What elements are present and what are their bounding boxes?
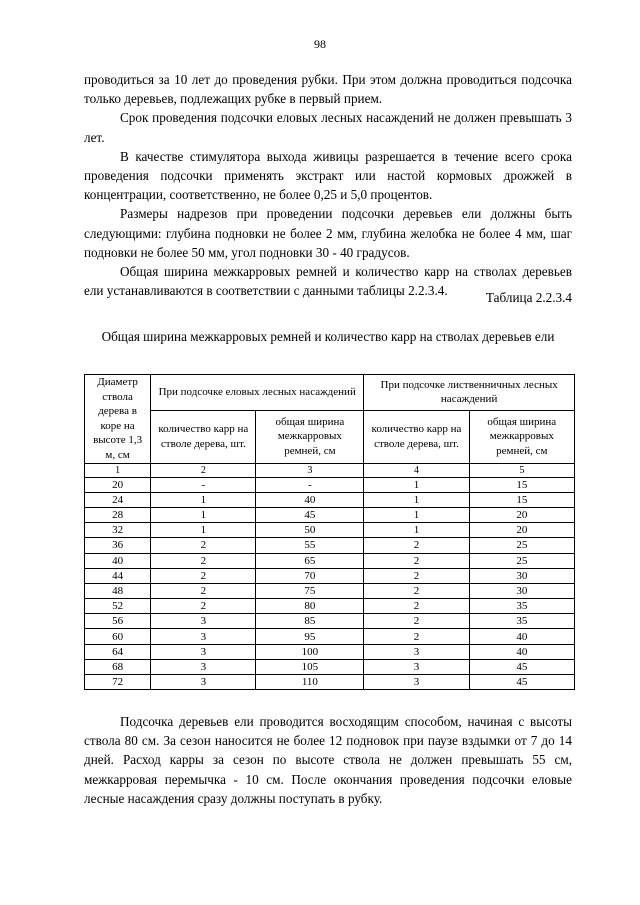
table-row <box>85 644 575 659</box>
table-cell: 100 <box>256 644 364 659</box>
table-cell: 20 <box>85 477 151 492</box>
table-title: Общая ширина межкарровых ремней и количество карр на стволах деревьев ели <box>101 329 555 344</box>
table-cell: 56 <box>85 614 151 629</box>
table-cell: 45 <box>469 675 574 690</box>
paragraph: Общая ширина межкарровых ремней и количество карр на стволах деревьев ели устанавливаются в соответствии с данными таблицы 2.2.3.4. <box>84 264 572 299</box>
table-cell: 72 <box>85 675 151 690</box>
table-cell: 48 <box>85 583 151 598</box>
paragraph: Подсочка деревьев ели проводится восходящим способом, начиная с высоты ствола 80 см. За сезон наносится не более 12 подновок при паузе вздымки от 7 до 14 дней. Расход карры за сезон по высоте ствола не должен превышать 55 см, межкарровая перемычка - 10 см. После окончания проведения подсочки еловые лесные насаждения сразу должны поступать в рубку. <box>84 714 572 806</box>
table-cell: - <box>151 477 256 492</box>
table-cell: 45 <box>469 659 574 674</box>
table-cell: 28 <box>85 507 151 522</box>
table-row <box>85 599 575 614</box>
body-text-bottom <box>84 712 572 808</box>
table-row <box>85 583 575 598</box>
paragraph: Срок проведения подсочки еловых лесных насаждений не должен превышать 3 лет. <box>84 110 572 145</box>
table-cell: 2 <box>364 583 469 598</box>
table-cell: 25 <box>469 538 574 553</box>
table-cell: 1 <box>364 492 469 507</box>
table-cell: 3 <box>151 614 256 629</box>
table-cell: 85 <box>256 614 364 629</box>
table-cell: 15 <box>469 492 574 507</box>
header-larch-count: количество карр на стволе дерева, шт. <box>364 410 469 463</box>
table-cell: 1 <box>364 523 469 538</box>
table-cell: 30 <box>469 568 574 583</box>
table-cell: 3 <box>151 644 256 659</box>
paragraph: проводиться за 10 лет до проведения рубки. При этом должна проводиться подсочка только деревьев, подлежащих рубке в первый прием. <box>84 72 572 107</box>
table-cell: 40 <box>469 644 574 659</box>
table-cell: 2 <box>364 629 469 644</box>
table-cell: 40 <box>469 629 574 644</box>
table-cell: 20 <box>469 523 574 538</box>
table-cell: 50 <box>256 523 364 538</box>
table-cell: 3 <box>364 675 469 690</box>
body-text-top <box>84 70 572 300</box>
table-cell: 40 <box>85 553 151 568</box>
table-cell: 35 <box>469 614 574 629</box>
table-cell: 80 <box>256 599 364 614</box>
table-cell: 3 <box>151 629 256 644</box>
column-number: 4 <box>364 463 469 477</box>
table-cell: 25 <box>469 553 574 568</box>
table-cell: 55 <box>256 538 364 553</box>
table-cell: 35 <box>469 599 574 614</box>
table-row <box>85 675 575 690</box>
header-group-spruce: При подсочке еловых лесных насаждений <box>151 375 364 411</box>
table-cell: 52 <box>85 599 151 614</box>
table-cell: 64 <box>85 644 151 659</box>
table-row <box>85 629 575 644</box>
table-cell: 105 <box>256 659 364 674</box>
table-cell: 1 <box>364 477 469 492</box>
table-cell: 2 <box>151 538 256 553</box>
header-spruce-count: количество карр на стволе дерева, шт. <box>151 410 256 463</box>
table-cell: 68 <box>85 659 151 674</box>
table-cell: 24 <box>85 492 151 507</box>
table-cell: 2 <box>364 599 469 614</box>
page-number: 98 <box>314 37 326 51</box>
data-table <box>84 374 575 690</box>
table-cell: 3 <box>364 644 469 659</box>
table-cell: 65 <box>256 553 364 568</box>
table-row <box>85 477 575 492</box>
table-row <box>85 553 575 568</box>
header-spruce-width: общая ширина межкарровых ремней, см <box>256 410 364 463</box>
header-larch-width: общая ширина межкарровых ремней, см <box>469 410 574 463</box>
table-cell: 2 <box>364 568 469 583</box>
paragraph: В качестве стимулятора выхода живицы разрешается в течение всего срока проведения подсочки применять экстракт или настой кормовых дрожжей в концентрации, соответственно, не более 0,25 и 5,0 процентов. <box>84 148 572 203</box>
table-cell: 2 <box>364 553 469 568</box>
column-number: 3 <box>256 463 364 477</box>
table-cell: 2 <box>364 538 469 553</box>
table-cell: 95 <box>256 629 364 644</box>
table-cell: 36 <box>85 538 151 553</box>
table-row <box>85 568 575 583</box>
table-cell: 15 <box>469 477 574 492</box>
table-cell: 3 <box>364 659 469 674</box>
table-cell: 75 <box>256 583 364 598</box>
table-cell: 20 <box>469 507 574 522</box>
table-cell: 2 <box>151 568 256 583</box>
column-number: 1 <box>85 463 151 477</box>
table-cell: 60 <box>85 629 151 644</box>
table-cell: 32 <box>85 523 151 538</box>
table-row <box>85 507 575 522</box>
column-number: 5 <box>469 463 574 477</box>
table-cell: 30 <box>469 583 574 598</box>
table-cell: 1 <box>151 507 256 522</box>
column-number: 2 <box>151 463 256 477</box>
header-group-larch: При подсочке лиственничных лесных насаждений <box>364 375 575 411</box>
table-cell: 40 <box>256 492 364 507</box>
table-number: Таблица 2.2.3.4 <box>485 290 572 305</box>
table-cell: - <box>256 477 364 492</box>
table-cell: 2 <box>151 583 256 598</box>
table-cell: 1 <box>151 492 256 507</box>
table-row <box>85 659 575 674</box>
header-diameter: Диаметр ствола дерева в коре на высоте 1,3 м, см <box>85 375 151 464</box>
paragraph: Размеры надрезов при проведении подсочки деревьев ели должны быть следующими: глубина подновки не более 2 мм, глубина желобка не более 4 мм, шаг подновки не более 50 мм, угол подновки 30 - 40 градусов. <box>84 206 572 260</box>
table-body <box>85 477 575 690</box>
table-row <box>85 523 575 538</box>
table-cell: 3 <box>151 675 256 690</box>
table-row <box>85 614 575 629</box>
table-cell: 44 <box>85 568 151 583</box>
table-row <box>85 492 575 507</box>
table-cell: 2 <box>364 614 469 629</box>
table-cell: 110 <box>256 675 364 690</box>
table-cell: 2 <box>151 553 256 568</box>
table-row <box>85 538 575 553</box>
table-cell: 45 <box>256 507 364 522</box>
table-cell: 1 <box>364 507 469 522</box>
table-cell: 2 <box>151 599 256 614</box>
table-cell: 70 <box>256 568 364 583</box>
table-cell: 3 <box>151 659 256 674</box>
table-cell: 1 <box>151 523 256 538</box>
